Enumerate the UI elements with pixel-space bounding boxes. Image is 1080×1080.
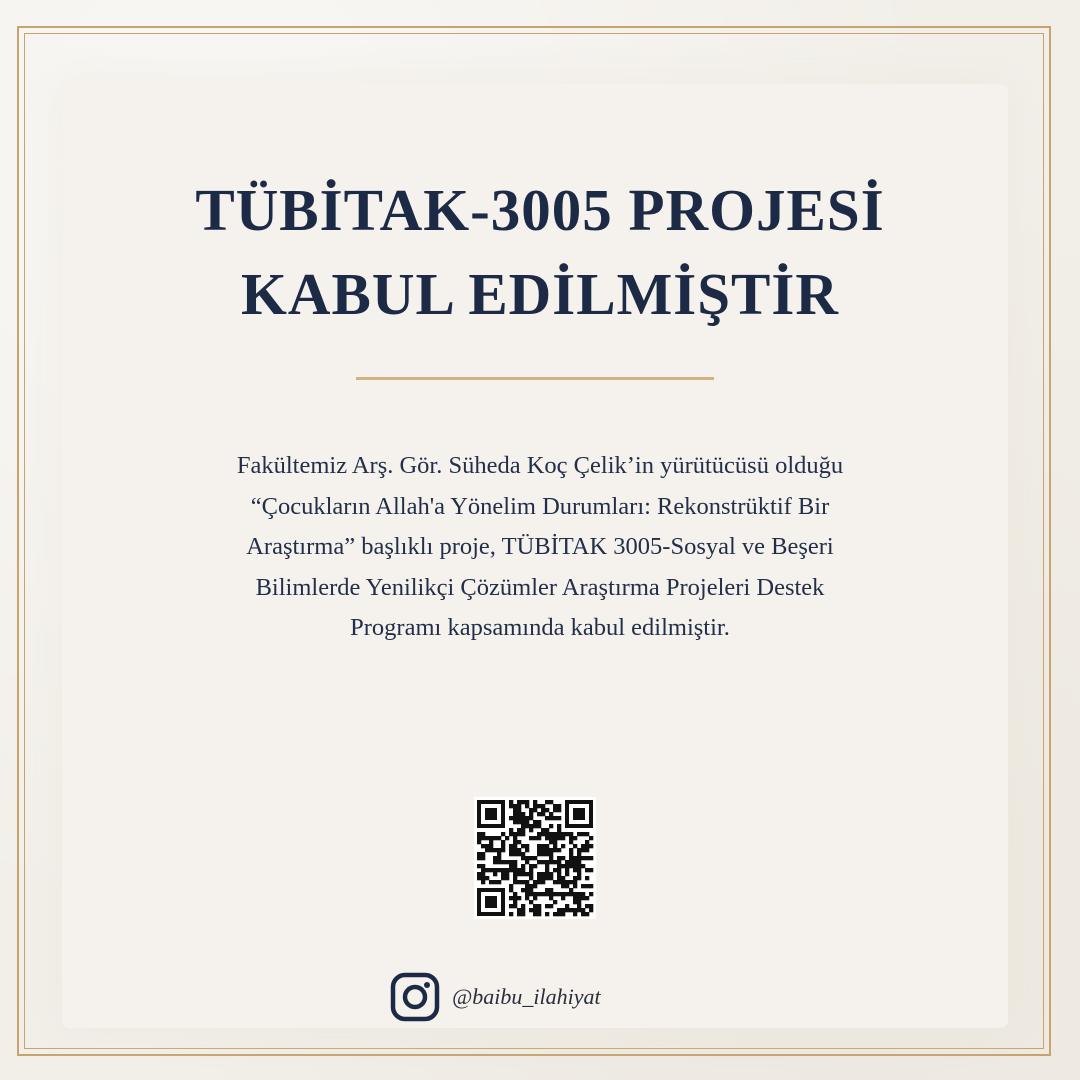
instagram-handle[interactable]: @baibu_ilahiyat [452, 984, 601, 1009]
qr-code[interactable] [474, 797, 596, 919]
instagram-icon [390, 972, 440, 1022]
announcement-line-1: Fakültemiz Arş. Gör. Süheda Koç Çelik’in yürütücüsü olduğu [236, 452, 844, 479]
qr-code-graphic [474, 797, 596, 919]
headline-line-2: KABUL EDİLMİŞTİR [241, 261, 839, 327]
announcement-line-5: Programı kapsamında kabul edilmiştir. [350, 614, 730, 641]
announcement-line-3: Araştırma” başlıklı proje, TÜBİTAK 3005-Sosyal ve Beşeri [246, 533, 834, 560]
headline-line-1: TÜBİTAK-3005 PROJESİ [195, 177, 885, 243]
announcement-line-4: Bilimlerde Yenilikçi Çözümler Araştırma Projeleri Destek [255, 573, 825, 601]
headline [90, 168, 990, 336]
announcement-line-2: “Çocukların Allah'a Yönelim Durumları: Rekonstrüktif Bir [250, 492, 830, 520]
social-handle[interactable] [390, 972, 601, 1022]
gold-divider [356, 377, 714, 380]
announcement-text [120, 446, 960, 649]
